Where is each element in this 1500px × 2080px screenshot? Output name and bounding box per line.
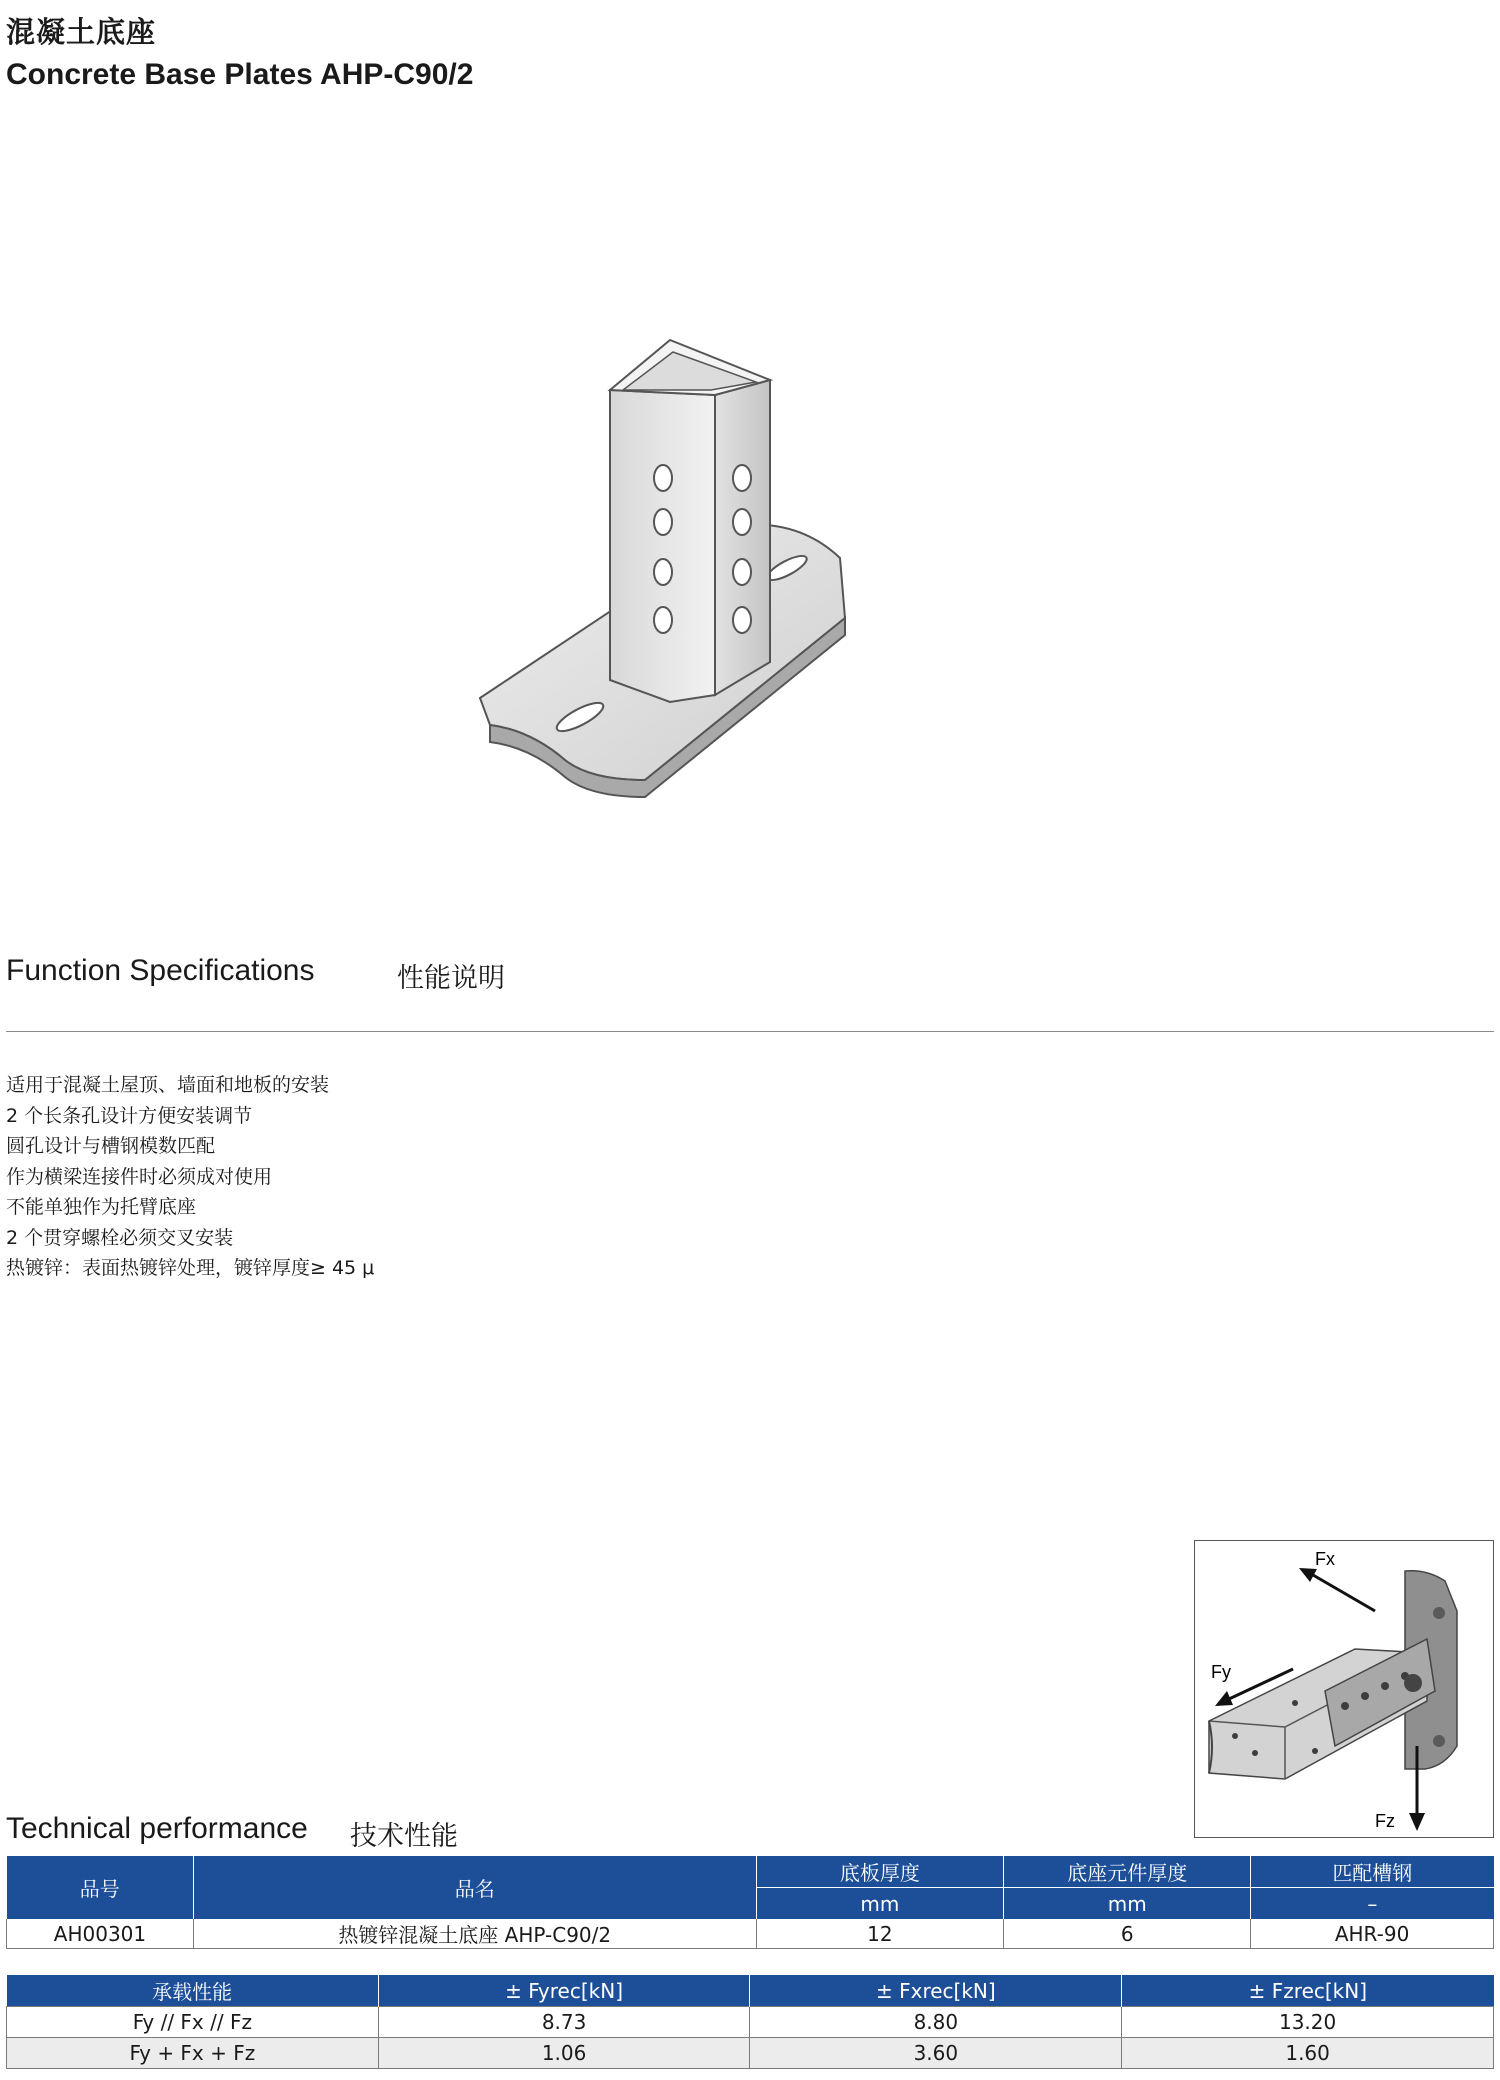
load-direction-diagram — [1194, 1540, 1494, 1838]
cell-fyrec: 8.73 — [378, 2007, 750, 2038]
feature-list — [6, 1070, 374, 1284]
feature-item: 不能单独作为托臂底座 — [6, 1196, 197, 1218]
feature-item: 2 个长条孔设计方便安装调节 — [6, 1104, 253, 1127]
cell-fyrec: 1.06 — [378, 2038, 750, 2069]
unit-channel: – — [1251, 1888, 1494, 1920]
square-post — [610, 340, 770, 702]
technical-section-title-cn: 技术性能 — [350, 1821, 458, 1852]
title-chinese: 混凝土底座 — [6, 15, 157, 49]
cell-element-thickness: 6 — [1004, 1919, 1251, 1949]
technical-section-title-en: Technical performance — [6, 1812, 308, 1845]
table-row — [7, 2038, 1494, 2069]
table-row — [7, 2007, 1494, 2038]
feature-item: 热镀锌：表面热镀锌处理，镀锌厚度≥ 45 μ — [6, 1257, 375, 1279]
col-header-fzrec: ± Fzrec[kN] — [1122, 1975, 1494, 2007]
product-illustration — [470, 310, 990, 830]
feature-item: 2 个贯穿螺栓必须交叉安装 — [6, 1226, 234, 1249]
function-section-title-cn: 性能说明 — [397, 963, 505, 994]
cell-fxrec: 3.60 — [750, 2038, 1122, 2069]
function-section-title-en: Function Specifications — [6, 954, 315, 987]
unit-element-thickness: mm — [1004, 1888, 1251, 1920]
cell-fzrec: 13.20 — [1122, 2007, 1494, 2038]
load-table — [6, 1975, 1494, 2069]
feature-item: 作为横梁连接件时必须成对使用 — [6, 1165, 273, 1188]
col-header-name: 品名 — [193, 1856, 756, 1919]
fy-label: Fy — [1211, 1662, 1231, 1682]
cell-fzrec: 1.60 — [1122, 2038, 1494, 2069]
col-header-element-thickness: 底座元件厚度 — [1004, 1856, 1251, 1888]
section-divider — [6, 1031, 1494, 1032]
fx-label: Fx — [1315, 1549, 1335, 1569]
feature-item: 圆孔设计与槽钢模数匹配 — [6, 1135, 216, 1157]
cell-base-thickness: 12 — [756, 1919, 1004, 1949]
cell-channel: AHR-90 — [1251, 1919, 1494, 1949]
spec-table — [6, 1856, 1494, 1949]
cell-load-case: Fy + Fx + Fz — [7, 2038, 379, 2069]
cell-fxrec: 8.80 — [750, 2007, 1122, 2038]
cell-name: 热镀锌混凝土底座 AHP-C90/2 — [193, 1919, 756, 1949]
title-english: Concrete Base Plates AHP-C90/2 — [6, 58, 474, 91]
col-header-part-no: 品号 — [7, 1856, 194, 1919]
col-header-channel: 匹配槽钢 — [1251, 1856, 1494, 1888]
fz-label: Fz — [1375, 1811, 1395, 1831]
cell-load-case: Fy // Fx // Fz — [7, 2007, 379, 2038]
cell-part-no: AH00301 — [7, 1919, 194, 1949]
col-header-fxrec: ± Fxrec[kN] — [750, 1975, 1122, 2007]
col-header-fyrec: ± Fyrec[kN] — [378, 1975, 750, 2007]
unit-base-thickness: mm — [756, 1888, 1004, 1920]
col-header-load-case: 承载性能 — [7, 1975, 379, 2007]
table-row — [7, 1919, 1494, 1949]
feature-item: 适用于混凝土屋顶、墙面和地板的安装 — [6, 1074, 330, 1096]
col-header-base-thickness: 底板厚度 — [756, 1856, 1004, 1888]
